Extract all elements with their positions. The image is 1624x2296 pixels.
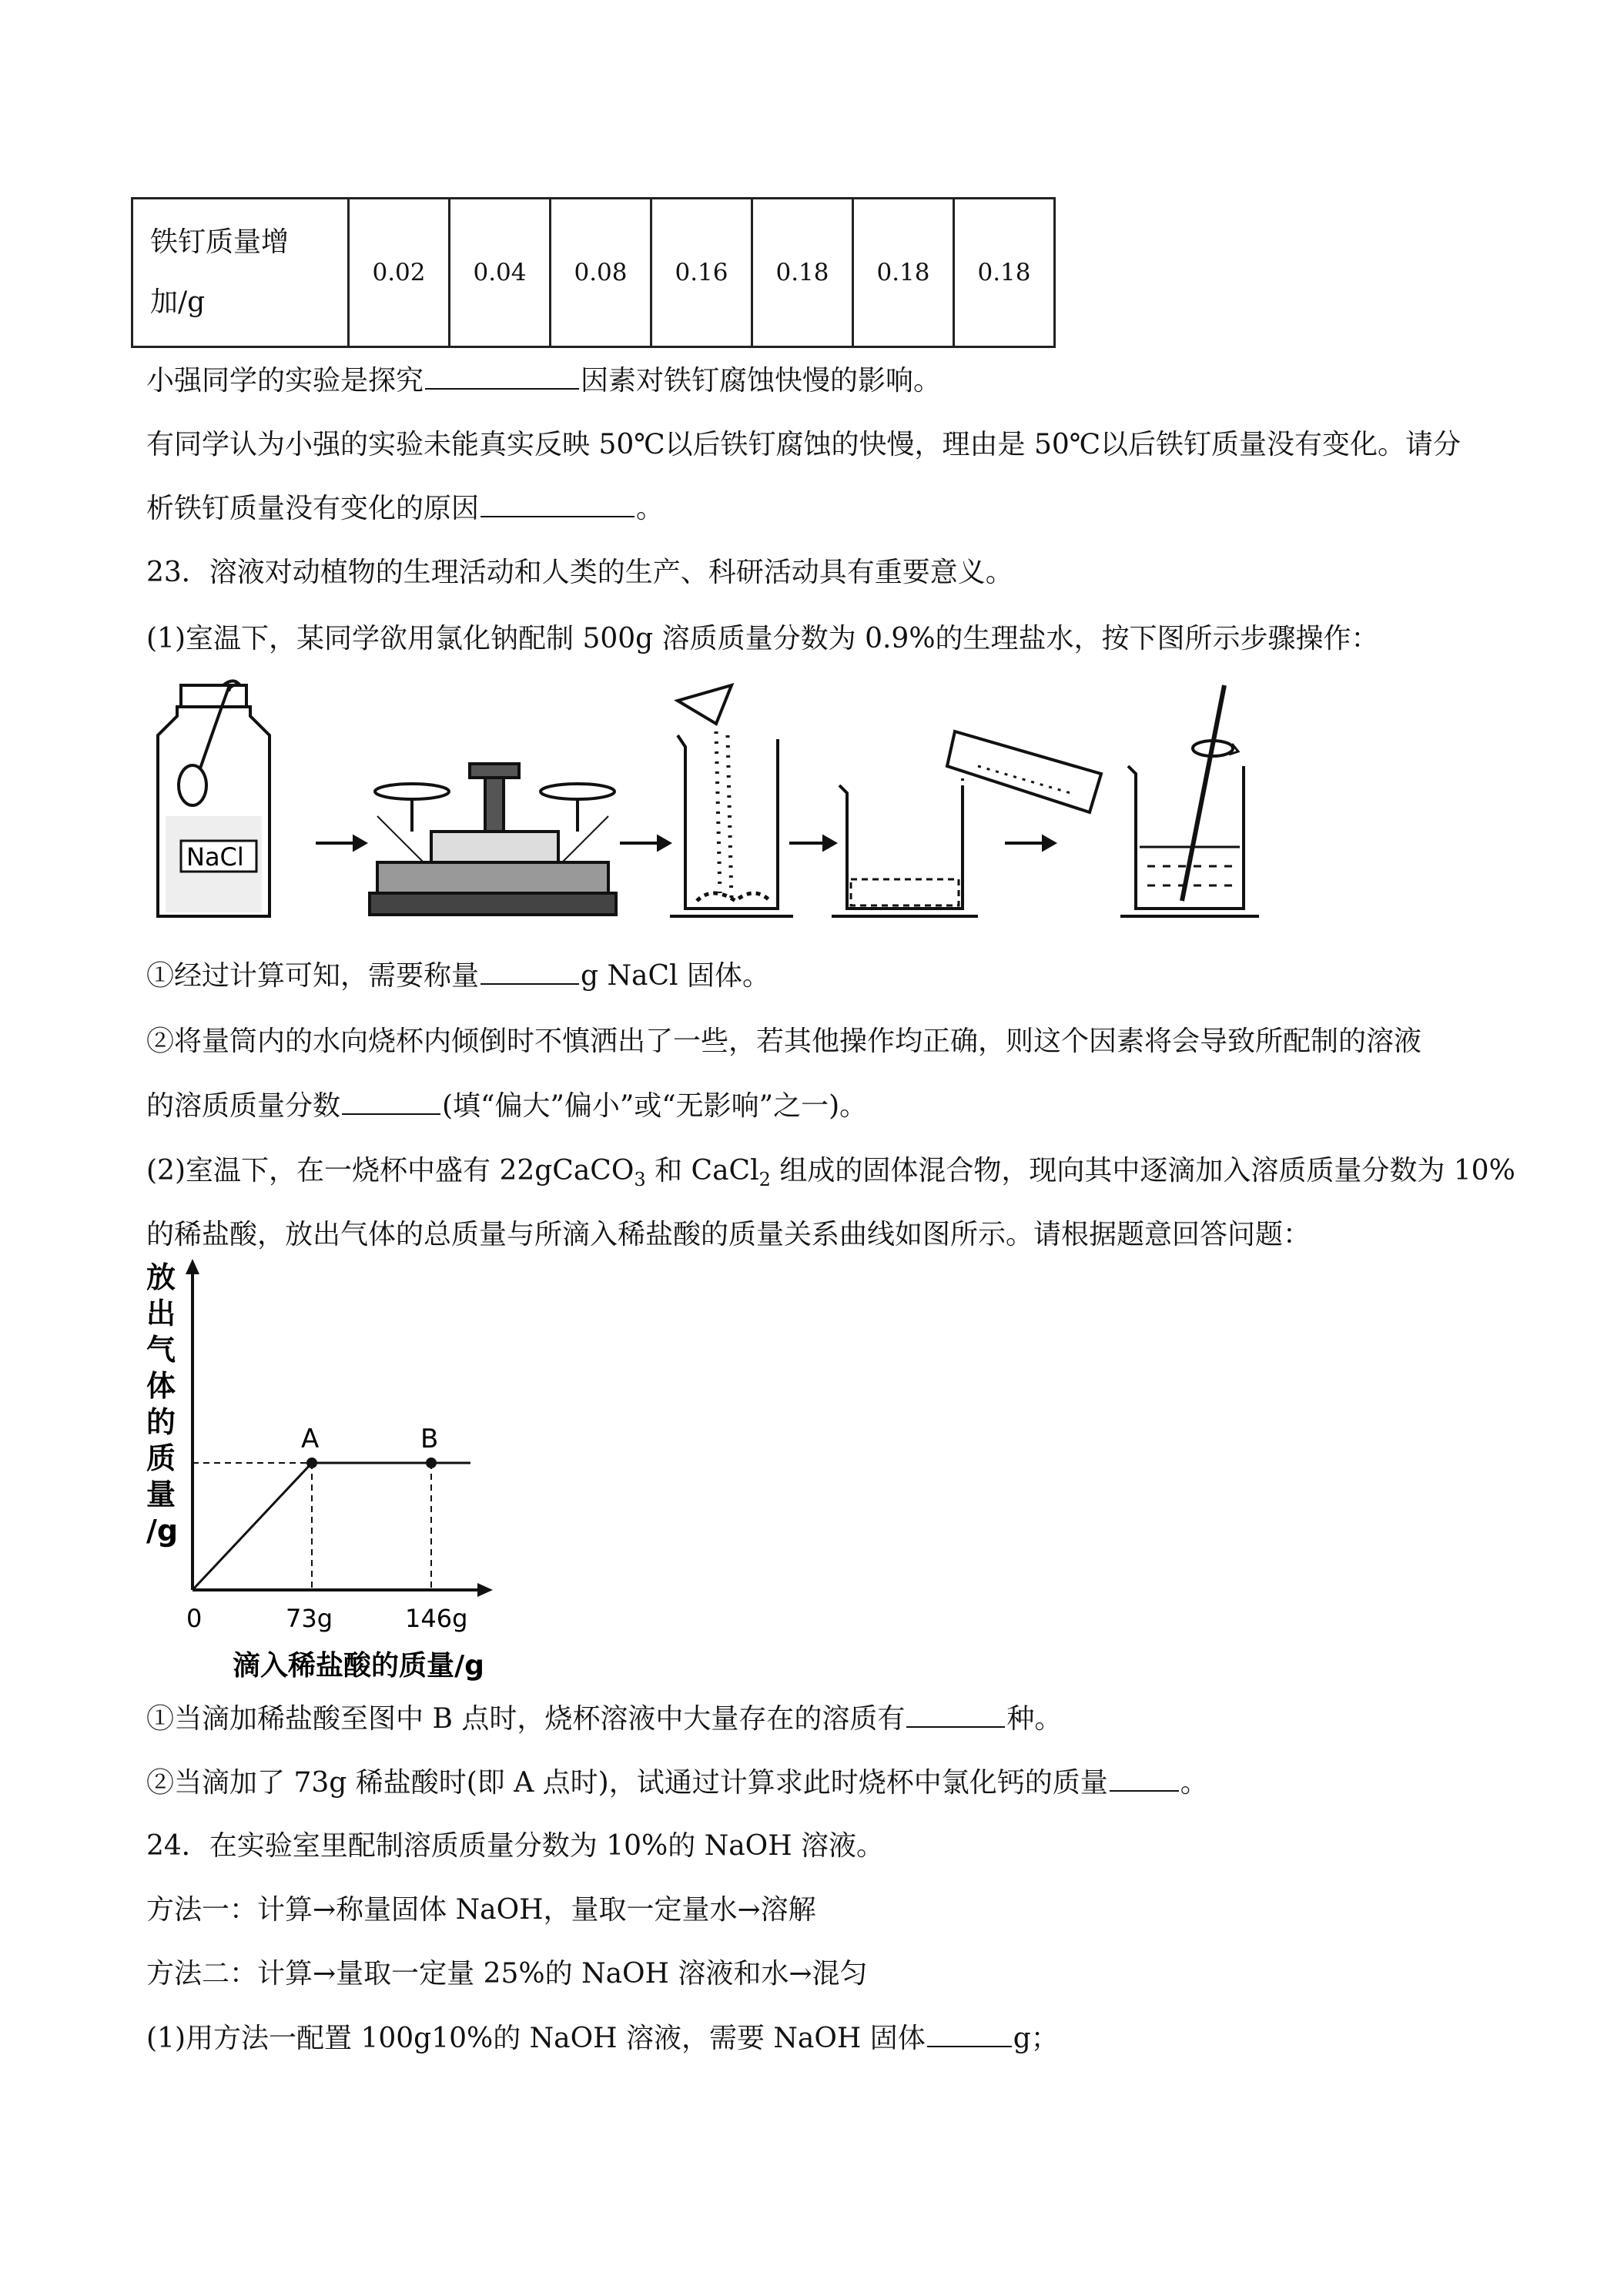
q23-text: 和 CaCl [645, 1155, 759, 1186]
q23-text: ②当滴加了 73g 稀盐酸时(即 A 点时)，试通过计算求此时烧杯中氯化钙的质量 [146, 1767, 1108, 1799]
y-label-char: 质 [146, 1441, 176, 1475]
q23-2-line2: 的稀盐酸，放出气体的总质量与所滴入稀盐酸的质量关系曲线如图所示。请根据题意回答问题： [146, 1219, 1311, 1250]
q23-2-line1 [146, 1153, 1515, 1198]
answer-blank[interactable] [425, 362, 579, 390]
answer-blank[interactable] [927, 2020, 1012, 2047]
q22-text: 。 [636, 493, 665, 524]
subscript: 3 [634, 1169, 646, 1191]
q22-text: 析铁钉质量没有变化的原因 [146, 493, 480, 524]
q23-part1-intro: (1)室温下，某同学欲用氯化钠配制 500g 溶质质量分数为 0.9%的生理盐水，按下图所示步骤操作： [146, 623, 1379, 654]
answer-blank[interactable] [1110, 1764, 1179, 1792]
q23-text: 。 [1180, 1767, 1208, 1799]
gas-mass-chart [139, 1255, 539, 1686]
q24-method1: 方法一：计算→称量固体 NaOH，量取一定量水→溶解 [146, 1894, 816, 1926]
table-cell: 0.18 [954, 199, 1055, 347]
answer-blank[interactable] [481, 490, 635, 517]
q23-title: 23．溶液对动植物的生理活动和人类的生产、科研活动具有重要意义。 [146, 557, 1013, 588]
x-tick-label: 146g [405, 1604, 468, 1633]
y-label-char: 放 [146, 1260, 176, 1294]
q23-text: ①当滴加稀盐酸至图中 B 点时，烧杯溶液中大量存在的溶质有 [146, 1703, 906, 1735]
q24-1 [146, 2020, 1059, 2057]
q22-reason-line1: 有同学认为小强的实验未能真实反映 50℃以后铁钉腐蚀的快慢，理由是 50℃以后铁钉质量没有变化。请分 [146, 429, 1462, 460]
q24-method2: 方法二：计算→量取一定量 25%的 NaOH 溶液和水→混匀 [146, 1958, 868, 1990]
q23-1-a [146, 957, 770, 995]
data-point-A [306, 1458, 317, 1468]
q22-reason-line2 [146, 490, 664, 527]
q23-text: g NaCl 固体。 [581, 960, 770, 992]
point-label-A: A [301, 1424, 320, 1454]
table-row [132, 199, 1055, 347]
table-cell: 0.08 [551, 199, 651, 347]
arrow-icon [1005, 837, 1054, 849]
reagent-bottle [158, 681, 270, 916]
q24-title: 24．在实验室里配制溶质质量分数为 10%的 NaOH 溶液。 [146, 1830, 885, 1862]
beaker-with-solid [670, 685, 793, 916]
q22-text: 因素对铁钉腐蚀快慢的影响。 [581, 365, 942, 397]
arrow-icon [789, 837, 835, 849]
q24-text: g； [1013, 2023, 1059, 2054]
beaker-stirring [1120, 685, 1259, 916]
q23-text: 种。 [1006, 1703, 1063, 1735]
chart-y-label [146, 1260, 178, 1548]
point-label-B: B [420, 1424, 439, 1454]
arrow-icon [620, 837, 669, 849]
chart-x-label: 滴入稀盐酸的质量/g [233, 1650, 484, 1682]
series-line [193, 1463, 470, 1590]
data-point-B [426, 1458, 437, 1468]
q23-text: 组成的固体混合物，现向其中逐滴加入溶质质量分数为 10% [770, 1155, 1515, 1186]
q23-1-b-line1: ②将量筒内的水向烧杯内倾倒时不慎洒出了一些，若其他操作均正确，则这个因素将会导致所配制的溶液 [146, 1026, 1422, 1057]
q22-line-factor [146, 362, 941, 400]
y-label-char: 量 [146, 1478, 176, 1511]
x-tick-label: 0 [186, 1604, 203, 1633]
row-header-line2: 加/g [150, 286, 206, 318]
table-cell: 0.16 [651, 199, 752, 347]
q23-1-b-line2 [146, 1087, 867, 1125]
answer-blank[interactable] [342, 1087, 440, 1115]
q24-text: (1)用方法一配置 100g10%的 NaOH 溶液，需要 NaOH 固体 [146, 2023, 926, 2054]
subscript: 2 [758, 1169, 771, 1191]
y-label-char: /g [146, 1514, 179, 1548]
y-label-char: 出 [146, 1297, 176, 1330]
balance-scale [370, 764, 616, 915]
row-header-line1: 铁钉质量增 [150, 226, 290, 258]
table-cell: 0.02 [349, 199, 450, 347]
y-label-char: 体 [146, 1369, 176, 1403]
q23-2-a [146, 1700, 1062, 1738]
x-tick-label: 73g [286, 1604, 333, 1633]
x-axis-arrow-icon [477, 1583, 493, 1597]
answer-blank[interactable] [906, 1700, 1005, 1728]
answer-blank[interactable] [481, 957, 579, 985]
y-label-char: 的 [146, 1405, 176, 1439]
iron-nail-mass-table [131, 197, 1056, 348]
table-cell: 0.04 [450, 199, 551, 347]
q22-text: 小强同学的实验是探究 [146, 365, 424, 397]
y-label-char: 气 [146, 1333, 176, 1367]
q23-2-b [146, 1764, 1208, 1802]
q23-text: (2)室温下，在一烧杯中盛有 22gCaCO [146, 1155, 635, 1186]
q23-text: ①经过计算可知，需要称量 [146, 960, 480, 992]
q23-text: 的溶质质量分数 [146, 1090, 341, 1122]
bottle-label: NaCl [186, 842, 244, 872]
table-cell: 0.18 [853, 199, 954, 347]
table-row-header [132, 199, 349, 347]
table-cell: 0.18 [752, 199, 853, 347]
procedure-diagram [146, 678, 1286, 939]
beaker-with-cylinder [832, 731, 1101, 916]
arrow-icon [316, 837, 365, 849]
y-axis-arrow-icon [186, 1259, 199, 1274]
q23-text: (填“偏大”偏小”或“无影响”之一)。 [442, 1090, 868, 1122]
